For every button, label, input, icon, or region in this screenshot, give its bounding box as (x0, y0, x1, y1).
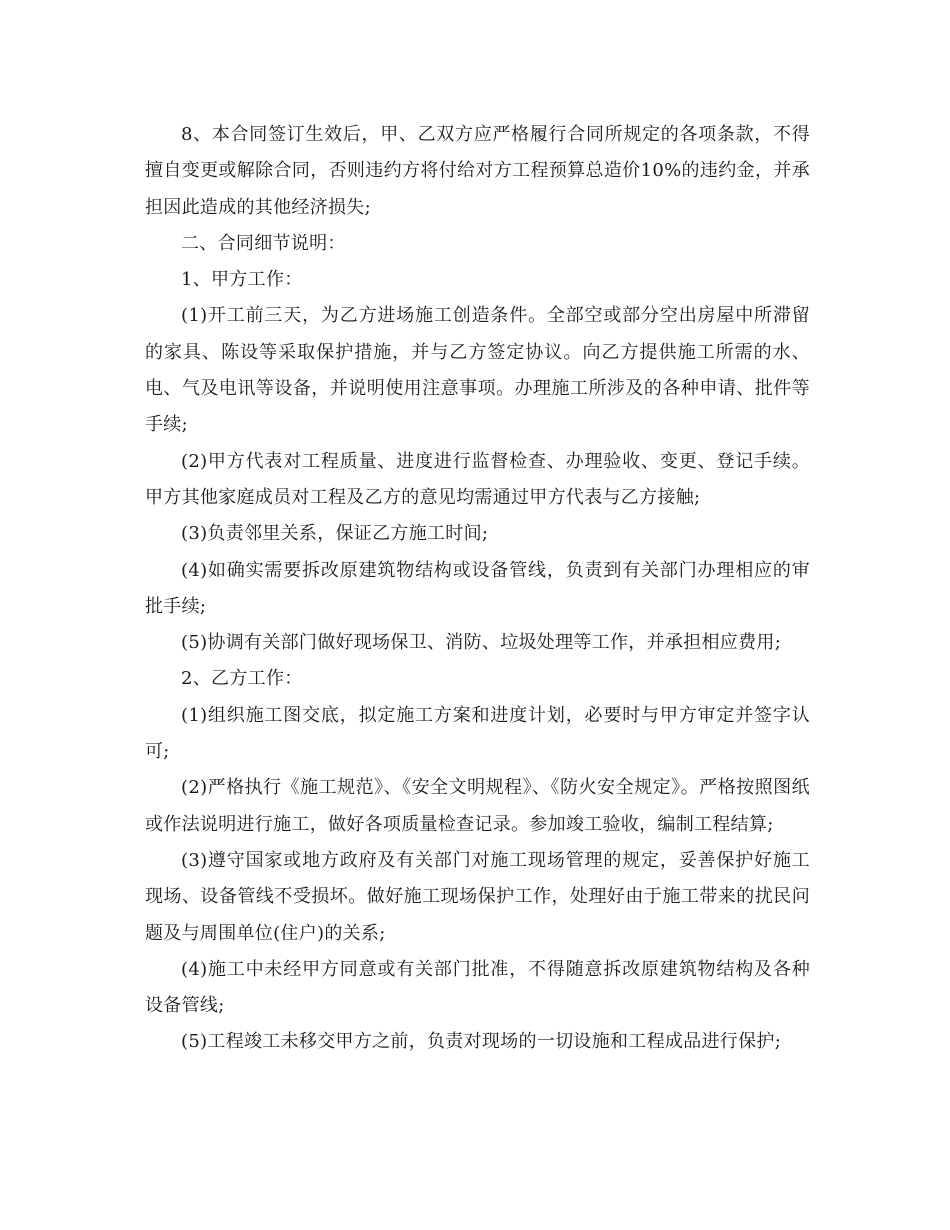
clause-8-paragraph: 8、本合同签订生效后，甲、乙双方应严格履行合同所规定的各项条款，不得擅自变更或解除合同，否则违约方将付给对方工程预算总造价10%的违约金，并承担因此造成的其他经济损失; (145, 124, 810, 218)
party-b-item-3: (3)遵守国家或地方政府及有关部门对施工现场管理的规定，妥善保护好施工现场、设备管线不受损坏。做好施工现场保护工作，处理好由于施工带来的扰民问题及与周围单位(住户)的关系; (145, 849, 810, 944)
party-a-item-2: (2)甲方代表对工程质量、进度进行监督检查、办理验收、变更、登记手续。甲方其他家庭成员对工程及乙方的意见均需通过甲方代表与乙方接触; (145, 450, 810, 508)
party-b-item-4: (4)施工中未经甲方同意或有关部门批准，不得随意拆改原建筑物结构及各种设备管线; (145, 958, 810, 1017)
subheading-party-b-work: 2、乙方工作： (181, 668, 303, 690)
document-body (145, 117, 810, 1061)
subheading-party-a-work: 1、甲方工作： (181, 269, 303, 291)
party-a-item-3: (3)负责邻里关系，保证乙方施工时间; (181, 523, 489, 545)
party-b-item-2: (2)严格执行《施工规范》、《安全文明规程》、《防火安全规定》。严格按照图纸或作法说明进行施工，做好各项质量检查记录。参加竣工验收，编制工程结算; (145, 777, 810, 835)
section-heading-contract-details: 二、合同细节说明： (181, 232, 346, 254)
party-b-item-1: (1)组织施工图交底，拟定施工方案和进度计划，必要时与甲方审定并签字认可; (145, 704, 810, 763)
party-a-item-5: (5)协调有关部门做好现场保卫、消防、垃圾处理等工作，并承担相应费用; (181, 632, 782, 654)
party-a-item-4: (4)如确实需要拆改原建筑物结构或设备管线，负责到有关部门办理相应的审批手续; (145, 559, 810, 617)
party-b-item-5: (5)工程竣工未移交甲方之前，负责对现场的一切设施和工程成品进行保护; (181, 1031, 782, 1053)
party-a-item-1: (1)开工前三天，为乙方进场施工创造条件。全部空或部分空出房屋中所滞留的家具、陈设等采取保护措施，并与乙方签定协议。向乙方提供施工所需的水、电、气及电讯等设备，并说明使用注意事项。办理施工所涉及的各种申请、批件等手续; (145, 305, 810, 436)
